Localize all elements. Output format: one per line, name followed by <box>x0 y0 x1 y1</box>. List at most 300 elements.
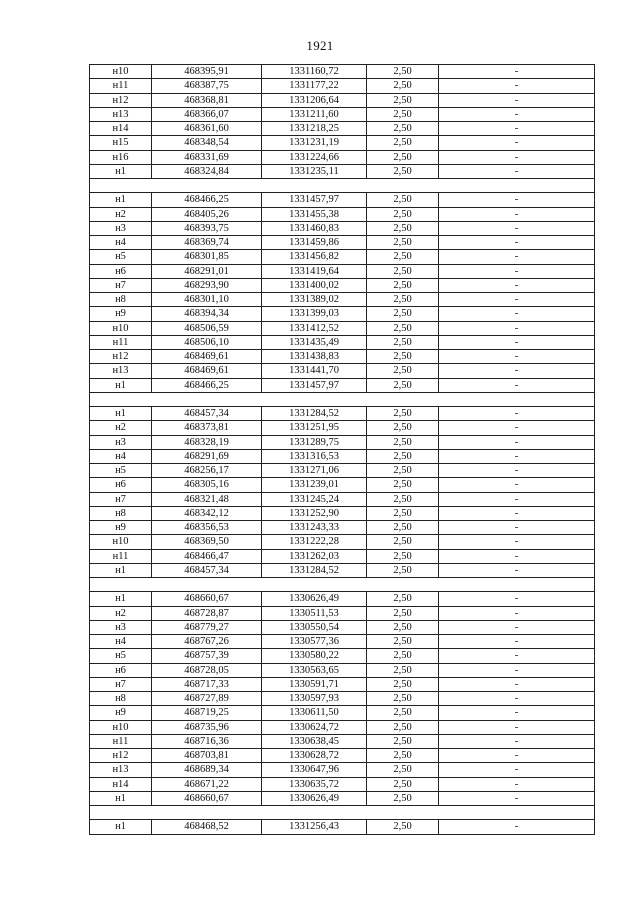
accuracy-cell: 2,50 <box>367 164 439 178</box>
table-separator-row <box>90 578 595 592</box>
table-row <box>90 193 595 207</box>
accuracy-cell: 2,50 <box>367 293 439 307</box>
point-label-cell: н11 <box>90 335 152 349</box>
x-coordinate-cell: 468689,34 <box>152 763 262 777</box>
table-row <box>90 478 595 492</box>
note-cell: - <box>439 663 595 677</box>
accuracy-cell: 2,50 <box>367 307 439 321</box>
y-coordinate-cell: 1331239,01 <box>262 478 367 492</box>
accuracy-cell: 2,50 <box>367 620 439 634</box>
note-cell: - <box>439 464 595 478</box>
accuracy-cell: 2,50 <box>367 478 439 492</box>
point-label-cell: н8 <box>90 506 152 520</box>
point-label-cell: н9 <box>90 521 152 535</box>
accuracy-cell: 2,50 <box>367 207 439 221</box>
note-cell: - <box>439 421 595 435</box>
accuracy-cell: 2,50 <box>367 449 439 463</box>
y-coordinate-cell: 1330591,71 <box>262 677 367 691</box>
point-label-cell: н7 <box>90 278 152 292</box>
x-coordinate-cell: 468369,50 <box>152 535 262 549</box>
table-row <box>90 549 595 563</box>
table-row <box>90 236 595 250</box>
accuracy-cell: 2,50 <box>367 93 439 107</box>
y-coordinate-cell: 1331224,66 <box>262 150 367 164</box>
point-label-cell: н4 <box>90 449 152 463</box>
point-label-cell: н4 <box>90 236 152 250</box>
accuracy-cell: 2,50 <box>367 421 439 435</box>
note-cell: - <box>439 207 595 221</box>
table-row <box>90 791 595 805</box>
y-coordinate-cell: 1330624,72 <box>262 720 367 734</box>
y-coordinate-cell: 1331245,24 <box>262 492 367 506</box>
y-coordinate-cell: 1330511,53 <box>262 606 367 620</box>
table-row <box>90 763 595 777</box>
y-coordinate-cell: 1330638,45 <box>262 734 367 748</box>
x-coordinate-cell: 468348,54 <box>152 136 262 150</box>
note-cell: - <box>439 449 595 463</box>
accuracy-cell: 2,50 <box>367 677 439 691</box>
table-row <box>90 321 595 335</box>
y-coordinate-cell: 1331459,86 <box>262 236 367 250</box>
x-coordinate-cell: 468324,84 <box>152 164 262 178</box>
point-label-cell: н12 <box>90 749 152 763</box>
accuracy-cell: 2,50 <box>367 734 439 748</box>
point-label-cell: н11 <box>90 79 152 93</box>
x-coordinate-cell: 468368,81 <box>152 93 262 107</box>
separator-cell <box>90 578 595 592</box>
accuracy-cell: 2,50 <box>367 492 439 506</box>
accuracy-cell: 2,50 <box>367 791 439 805</box>
point-label-cell: н9 <box>90 307 152 321</box>
table-row <box>90 606 595 620</box>
note-cell: - <box>439 763 595 777</box>
point-label-cell: н1 <box>90 791 152 805</box>
x-coordinate-cell: 468735,96 <box>152 720 262 734</box>
y-coordinate-cell: 1330626,49 <box>262 791 367 805</box>
table-row <box>90 250 595 264</box>
point-label-cell: н16 <box>90 150 152 164</box>
accuracy-cell: 2,50 <box>367 649 439 663</box>
table-row <box>90 620 595 634</box>
note-cell: - <box>439 335 595 349</box>
note-cell: - <box>439 407 595 421</box>
x-coordinate-cell: 468457,34 <box>152 407 262 421</box>
x-coordinate-cell: 468331,69 <box>152 150 262 164</box>
y-coordinate-cell: 1331419,64 <box>262 264 367 278</box>
note-cell: - <box>439 535 595 549</box>
note-cell: - <box>439 620 595 634</box>
point-label-cell: н1 <box>90 563 152 577</box>
y-coordinate-cell: 1331438,83 <box>262 350 367 364</box>
table-row <box>90 706 595 720</box>
table-row <box>90 421 595 435</box>
accuracy-cell: 2,50 <box>367 250 439 264</box>
x-coordinate-cell: 468466,25 <box>152 378 262 392</box>
table-row <box>90 649 595 663</box>
table-row <box>90 79 595 93</box>
x-coordinate-cell: 468405,26 <box>152 207 262 221</box>
x-coordinate-cell: 468393,75 <box>152 221 262 235</box>
point-label-cell: н12 <box>90 350 152 364</box>
table-row <box>90 335 595 349</box>
x-coordinate-cell: 468394,34 <box>152 307 262 321</box>
note-cell: - <box>439 307 595 321</box>
table-row <box>90 449 595 463</box>
accuracy-cell: 2,50 <box>367 278 439 292</box>
coordinates-table-body <box>90 65 595 835</box>
x-coordinate-cell: 468321,48 <box>152 492 262 506</box>
accuracy-cell: 2,50 <box>367 820 439 834</box>
accuracy-cell: 2,50 <box>367 221 439 235</box>
table-row <box>90 350 595 364</box>
y-coordinate-cell: 1331399,03 <box>262 307 367 321</box>
note-cell: - <box>439 378 595 392</box>
note-cell: - <box>439 563 595 577</box>
x-coordinate-cell: 468361,60 <box>152 122 262 136</box>
x-coordinate-cell: 468387,75 <box>152 79 262 93</box>
y-coordinate-cell: 1331457,97 <box>262 378 367 392</box>
x-coordinate-cell: 468293,90 <box>152 278 262 292</box>
note-cell: - <box>439 150 595 164</box>
y-coordinate-cell: 1330563,65 <box>262 663 367 677</box>
accuracy-cell: 2,50 <box>367 378 439 392</box>
table-row <box>90 378 595 392</box>
point-label-cell: н5 <box>90 649 152 663</box>
note-cell: - <box>439 692 595 706</box>
accuracy-cell: 2,50 <box>367 706 439 720</box>
point-label-cell: н13 <box>90 763 152 777</box>
x-coordinate-cell: 468717,33 <box>152 677 262 691</box>
point-label-cell: н13 <box>90 107 152 121</box>
note-cell: - <box>439 649 595 663</box>
accuracy-cell: 2,50 <box>367 435 439 449</box>
point-label-cell: н6 <box>90 264 152 278</box>
accuracy-cell: 2,50 <box>367 321 439 335</box>
y-coordinate-cell: 1331222,28 <box>262 535 367 549</box>
accuracy-cell: 2,50 <box>367 563 439 577</box>
table-row <box>90 107 595 121</box>
note-cell: - <box>439 221 595 235</box>
accuracy-cell: 2,50 <box>367 150 439 164</box>
table-row <box>90 592 595 606</box>
x-coordinate-cell: 468506,10 <box>152 335 262 349</box>
y-coordinate-cell: 1331160,72 <box>262 65 367 79</box>
x-coordinate-cell: 468395,91 <box>152 65 262 79</box>
table-row <box>90 407 595 421</box>
accuracy-cell: 2,50 <box>367 692 439 706</box>
table-row <box>90 264 595 278</box>
x-coordinate-cell: 468328,19 <box>152 435 262 449</box>
point-label-cell: н8 <box>90 293 152 307</box>
note-cell: - <box>439 720 595 734</box>
x-coordinate-cell: 468757,39 <box>152 649 262 663</box>
note-cell: - <box>439 549 595 563</box>
y-coordinate-cell: 1331262,03 <box>262 549 367 563</box>
y-coordinate-cell: 1331460,83 <box>262 221 367 235</box>
point-label-cell: н3 <box>90 221 152 235</box>
table-row <box>90 720 595 734</box>
accuracy-cell: 2,50 <box>367 264 439 278</box>
page-number: 1921 <box>306 38 334 53</box>
y-coordinate-cell: 1330626,49 <box>262 592 367 606</box>
note-cell: - <box>439 236 595 250</box>
point-label-cell: н1 <box>90 164 152 178</box>
y-coordinate-cell: 1330628,72 <box>262 749 367 763</box>
y-coordinate-cell: 1331252,90 <box>262 506 367 520</box>
table-row <box>90 749 595 763</box>
point-label-cell: н6 <box>90 663 152 677</box>
point-label-cell: н5 <box>90 464 152 478</box>
table-row <box>90 293 595 307</box>
point-label-cell: н1 <box>90 820 152 834</box>
y-coordinate-cell: 1330577,36 <box>262 635 367 649</box>
accuracy-cell: 2,50 <box>367 79 439 93</box>
y-coordinate-cell: 1330611,50 <box>262 706 367 720</box>
note-cell: - <box>439 791 595 805</box>
note-cell: - <box>439 677 595 691</box>
table-row <box>90 364 595 378</box>
x-coordinate-cell: 468716,36 <box>152 734 262 748</box>
note-cell: - <box>439 635 595 649</box>
y-coordinate-cell: 1330580,22 <box>262 649 367 663</box>
point-label-cell: н9 <box>90 706 152 720</box>
x-coordinate-cell: 468660,67 <box>152 791 262 805</box>
x-coordinate-cell: 468469,61 <box>152 350 262 364</box>
point-label-cell: н3 <box>90 435 152 449</box>
point-label-cell: н1 <box>90 378 152 392</box>
x-coordinate-cell: 468767,26 <box>152 635 262 649</box>
y-coordinate-cell: 1331206,64 <box>262 93 367 107</box>
y-coordinate-cell: 1331284,52 <box>262 407 367 421</box>
table-row <box>90 136 595 150</box>
note-cell: - <box>439 364 595 378</box>
table-row <box>90 150 595 164</box>
accuracy-cell: 2,50 <box>367 136 439 150</box>
accuracy-cell: 2,50 <box>367 107 439 121</box>
accuracy-cell: 2,50 <box>367 777 439 791</box>
note-cell: - <box>439 250 595 264</box>
x-coordinate-cell: 468373,81 <box>152 421 262 435</box>
note-cell: - <box>439 107 595 121</box>
point-label-cell: н10 <box>90 535 152 549</box>
note-cell: - <box>439 777 595 791</box>
x-coordinate-cell: 468356,53 <box>152 521 262 535</box>
x-coordinate-cell: 468291,01 <box>152 264 262 278</box>
x-coordinate-cell: 468703,81 <box>152 749 262 763</box>
y-coordinate-cell: 1330550,54 <box>262 620 367 634</box>
table-separator-row <box>90 392 595 406</box>
accuracy-cell: 2,50 <box>367 236 439 250</box>
accuracy-cell: 2,50 <box>367 364 439 378</box>
y-coordinate-cell: 1331316,53 <box>262 449 367 463</box>
point-label-cell: н11 <box>90 549 152 563</box>
point-label-cell: н14 <box>90 122 152 136</box>
point-label-cell: н4 <box>90 635 152 649</box>
note-cell: - <box>439 592 595 606</box>
accuracy-cell: 2,50 <box>367 763 439 777</box>
y-coordinate-cell: 1331256,43 <box>262 820 367 834</box>
x-coordinate-cell: 468366,07 <box>152 107 262 121</box>
separator-cell <box>90 806 595 820</box>
accuracy-cell: 2,50 <box>367 122 439 136</box>
accuracy-cell: 2,50 <box>367 65 439 79</box>
note-cell: - <box>439 734 595 748</box>
note-cell: - <box>439 606 595 620</box>
note-cell: - <box>439 435 595 449</box>
point-label-cell: н1 <box>90 592 152 606</box>
x-coordinate-cell: 468779,27 <box>152 620 262 634</box>
note-cell: - <box>439 65 595 79</box>
x-coordinate-cell: 468727,89 <box>152 692 262 706</box>
point-label-cell: н2 <box>90 421 152 435</box>
accuracy-cell: 2,50 <box>367 464 439 478</box>
accuracy-cell: 2,50 <box>367 506 439 520</box>
point-label-cell: н3 <box>90 620 152 634</box>
point-label-cell: н2 <box>90 207 152 221</box>
separator-cell <box>90 179 595 193</box>
note-cell: - <box>439 350 595 364</box>
note-cell: - <box>439 264 595 278</box>
table-row <box>90 820 595 834</box>
point-label-cell: н10 <box>90 321 152 335</box>
y-coordinate-cell: 1331218,25 <box>262 122 367 136</box>
accuracy-cell: 2,50 <box>367 193 439 207</box>
table-row <box>90 635 595 649</box>
table-row <box>90 506 595 520</box>
note-cell: - <box>439 79 595 93</box>
point-label-cell: н13 <box>90 364 152 378</box>
y-coordinate-cell: 1331251,95 <box>262 421 367 435</box>
y-coordinate-cell: 1330635,72 <box>262 777 367 791</box>
accuracy-cell: 2,50 <box>367 350 439 364</box>
y-coordinate-cell: 1331231,19 <box>262 136 367 150</box>
table-row <box>90 777 595 791</box>
note-cell: - <box>439 136 595 150</box>
accuracy-cell: 2,50 <box>367 663 439 677</box>
point-label-cell: н1 <box>90 407 152 421</box>
table-row <box>90 93 595 107</box>
accuracy-cell: 2,50 <box>367 335 439 349</box>
table-row <box>90 734 595 748</box>
note-cell: - <box>439 492 595 506</box>
point-label-cell: н5 <box>90 250 152 264</box>
x-coordinate-cell: 468468,52 <box>152 820 262 834</box>
table-row <box>90 492 595 506</box>
table-row <box>90 692 595 706</box>
y-coordinate-cell: 1331456,82 <box>262 250 367 264</box>
table-row <box>90 464 595 478</box>
note-cell: - <box>439 706 595 720</box>
x-coordinate-cell: 468728,05 <box>152 663 262 677</box>
note-cell: - <box>439 278 595 292</box>
x-coordinate-cell: 468466,25 <box>152 193 262 207</box>
x-coordinate-cell: 468469,61 <box>152 364 262 378</box>
table-row <box>90 521 595 535</box>
point-label-cell: н6 <box>90 478 152 492</box>
x-coordinate-cell: 468301,85 <box>152 250 262 264</box>
table-row <box>90 677 595 691</box>
point-label-cell: н10 <box>90 65 152 79</box>
point-label-cell: н7 <box>90 492 152 506</box>
y-coordinate-cell: 1331435,49 <box>262 335 367 349</box>
note-cell: - <box>439 164 595 178</box>
table-row <box>90 435 595 449</box>
note-cell: - <box>439 478 595 492</box>
y-coordinate-cell: 1331412,52 <box>262 321 367 335</box>
point-label-cell: н14 <box>90 777 152 791</box>
table-separator-row <box>90 179 595 193</box>
y-coordinate-cell: 1331177,22 <box>262 79 367 93</box>
table-row <box>90 207 595 221</box>
y-coordinate-cell: 1331389,02 <box>262 293 367 307</box>
y-coordinate-cell: 1331284,52 <box>262 563 367 577</box>
point-label-cell: н8 <box>90 692 152 706</box>
point-label-cell: н10 <box>90 720 152 734</box>
x-coordinate-cell: 468369,74 <box>152 236 262 250</box>
accuracy-cell: 2,50 <box>367 407 439 421</box>
x-coordinate-cell: 468671,22 <box>152 777 262 791</box>
accuracy-cell: 2,50 <box>367 635 439 649</box>
point-label-cell: н2 <box>90 606 152 620</box>
table-row <box>90 65 595 79</box>
table-row <box>90 307 595 321</box>
x-coordinate-cell: 468256,17 <box>152 464 262 478</box>
note-cell: - <box>439 293 595 307</box>
y-coordinate-cell: 1331441,70 <box>262 364 367 378</box>
y-coordinate-cell: 1331457,97 <box>262 193 367 207</box>
table-row <box>90 663 595 677</box>
point-label-cell: н1 <box>90 193 152 207</box>
y-coordinate-cell: 1331455,38 <box>262 207 367 221</box>
separator-cell <box>90 392 595 406</box>
x-coordinate-cell: 468506,59 <box>152 321 262 335</box>
note-cell: - <box>439 521 595 535</box>
note-cell: - <box>439 321 595 335</box>
table-row <box>90 122 595 136</box>
note-cell: - <box>439 506 595 520</box>
table-row <box>90 278 595 292</box>
note-cell: - <box>439 193 595 207</box>
accuracy-cell: 2,50 <box>367 535 439 549</box>
point-label-cell: н11 <box>90 734 152 748</box>
table-row <box>90 164 595 178</box>
x-coordinate-cell: 468719,25 <box>152 706 262 720</box>
y-coordinate-cell: 1330647,96 <box>262 763 367 777</box>
accuracy-cell: 2,50 <box>367 720 439 734</box>
table-row <box>90 221 595 235</box>
x-coordinate-cell: 468301,10 <box>152 293 262 307</box>
table-separator-row <box>90 806 595 820</box>
note-cell: - <box>439 820 595 834</box>
x-coordinate-cell: 468291,69 <box>152 449 262 463</box>
y-coordinate-cell: 1331243,33 <box>262 521 367 535</box>
point-label-cell: н7 <box>90 677 152 691</box>
accuracy-cell: 2,50 <box>367 521 439 535</box>
x-coordinate-cell: 468728,87 <box>152 606 262 620</box>
accuracy-cell: 2,50 <box>367 592 439 606</box>
table-row <box>90 535 595 549</box>
y-coordinate-cell: 1331235,11 <box>262 164 367 178</box>
y-coordinate-cell: 1331271,06 <box>262 464 367 478</box>
accuracy-cell: 2,50 <box>367 749 439 763</box>
x-coordinate-cell: 468342,12 <box>152 506 262 520</box>
x-coordinate-cell: 468466,47 <box>152 549 262 563</box>
note-cell: - <box>439 749 595 763</box>
x-coordinate-cell: 468305,16 <box>152 478 262 492</box>
accuracy-cell: 2,50 <box>367 549 439 563</box>
accuracy-cell: 2,50 <box>367 606 439 620</box>
point-label-cell: н12 <box>90 93 152 107</box>
